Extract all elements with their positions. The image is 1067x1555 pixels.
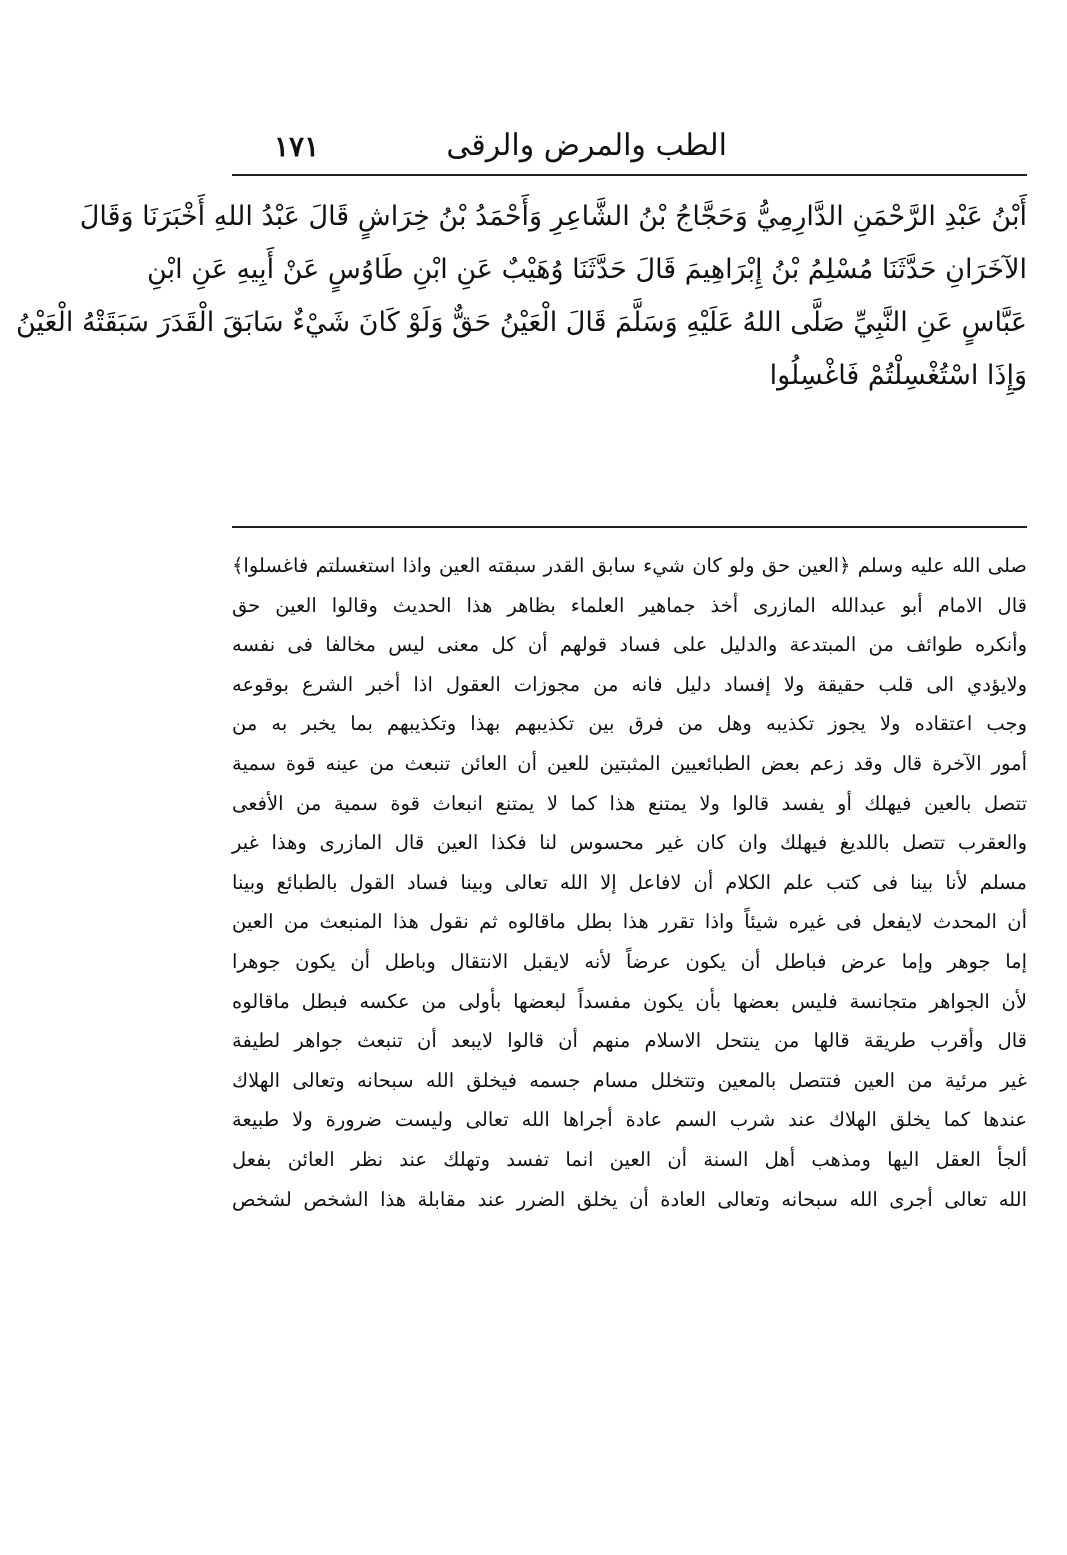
- hadith-line: أَبْنُ عَبْدِ الرَّحْمَنِ الدَّارِمِيُّ وَحَجَّاجُ بْنُ الشَّاعِرِ وَأَحْمَدُ بْنُ خِرَاشٍ قَالَ عَبْدُ اللهِ أَخْبَرَنَا وَقَالَ: [79, 201, 1027, 232]
- commentary-line: ألجأ العقل اليها ومذهب أهل السنة أن العين انما تفسد وتهلك عند نظر العائن بفعل: [232, 1147, 1027, 1171]
- hadith-text: [15, 190, 1027, 402]
- section-divider: [232, 526, 1027, 528]
- running-title: الطب والمرض والرقى: [446, 128, 727, 163]
- page-number: ١٧١: [274, 130, 320, 163]
- commentary-line: صلى الله عليه وسلم ﴿العين حق ولو كان شيء سابق القدر سبقته العين واذا استغسلتم فاغسلوا﴾: [232, 554, 1027, 577]
- header-rule: [232, 174, 1027, 176]
- commentary-line: غير مرئية من العين فتتصل بالمعين وتتخلل مسام جسمه فيخلق الله سبحانه وتعالى الهلاك: [232, 1068, 1027, 1092]
- commentary-line: ولايؤدي الى قلب حقيقة ولا إفساد دليل فانه من مجوزات العقول اذا أخبر الشرع بوقوعه: [232, 672, 1027, 696]
- commentary-text: [232, 546, 1027, 1219]
- commentary-line: لأن الجواهر متجانسة فليس بعضها بأن يكون مفسداً لبعضها بأولى من عكسه فبطل ماقالوه: [232, 989, 1027, 1013]
- hadith-line: وَإِذَا اسْتُغْسِلْتُمْ فَاغْسِلُوا: [769, 360, 1027, 391]
- commentary-line: وأنكره طوائف من المبتدعة والدليل على فساد قولهم أن كل معنى ليس مخالفا فى نفسه: [232, 633, 1027, 657]
- commentary-line: مسلم لأنا بينا فى كتب علم الكلام أن لافاعل إلا الله تعالى وبينا فساد القول بالطبائع وبينا: [232, 870, 1027, 894]
- commentary-line: عندها كما يخلق الهلاك عند شرب السم عادة أجراها الله تعالى وليست ضرورة ولا طبيعة: [232, 1108, 1027, 1132]
- hadith-line: عَبَّاسٍ عَنِ النَّبِيِّ صَلَّى اللهُ عَلَيْهِ وَسَلَّمَ قَالَ الْعَيْنُ حَقٌّ وَلَوْ كَانَ شَيْءٌ سَابَقَ الْقَدَرَ سَبَقَتْهُ الْعَيْنُ: [15, 307, 1027, 338]
- commentary-line: أن المحدث لايفعل فى غيره شيئاً واذا تقرر هذا بطل ماقالوه ثم نقول هذا المنبعث من العين: [232, 910, 1027, 934]
- commentary-line: تتصل بالعين فيهلك أو يفسد قالوا ولا يمتنع هذا كما لا يمتنع انبعاث قوة سمية من الأفعى: [232, 791, 1027, 815]
- commentary-line: والعقرب تتصل باللديغ فيهلك وان كان غير محسوس لنا فكذا العين قال المازرى وهذا غير: [232, 831, 1027, 855]
- commentary-line: قال وأقرب طريقة قالها من ينتحل الاسلام منهم أن قالوا لايبعد أن تنبعث جواهر لطيفة: [232, 1029, 1027, 1053]
- commentary-line: أمور الآخرة قال وقد زعم بعض الطبائعيين المثبتين للعين أن العائن تنبعث من عينه قوة سمية: [232, 751, 1027, 775]
- commentary-line: قال الامام أبو عبدالله المازرى أخذ جماهير العلماء بظاهر هذا الحديث وقالوا العين حق: [232, 593, 1027, 617]
- commentary-line: الله تعالى أجرى الله سبحانه وتعالى العادة أن يخلق الضرر عند مقابلة هذا الشخص لشخص: [232, 1187, 1027, 1211]
- page-header: [232, 120, 1027, 172]
- commentary-line: وجب اعتقاده ولا يجوز تكذيبه وهل من فرق بين تكذيبهم بهذا وتكذيبهم بما يخبر به من: [232, 712, 1027, 736]
- commentary-line: إما جوهر وإما عرض فباطل أن يكون عرضاً لأنه لايقبل الانتقال وباطل أن يكون جوهرا: [232, 949, 1027, 973]
- hadith-line: الآخَرَانِ حَدَّثَنَا مُسْلِمُ بْنُ إِبْرَاهِيمَ قَالَ حَدَّثَنَا وُهَيْبٌ عَنِ ابْنِ طَاوُسٍ عَنْ أَبِيهِ عَنِ ابْنِ: [147, 254, 1027, 285]
